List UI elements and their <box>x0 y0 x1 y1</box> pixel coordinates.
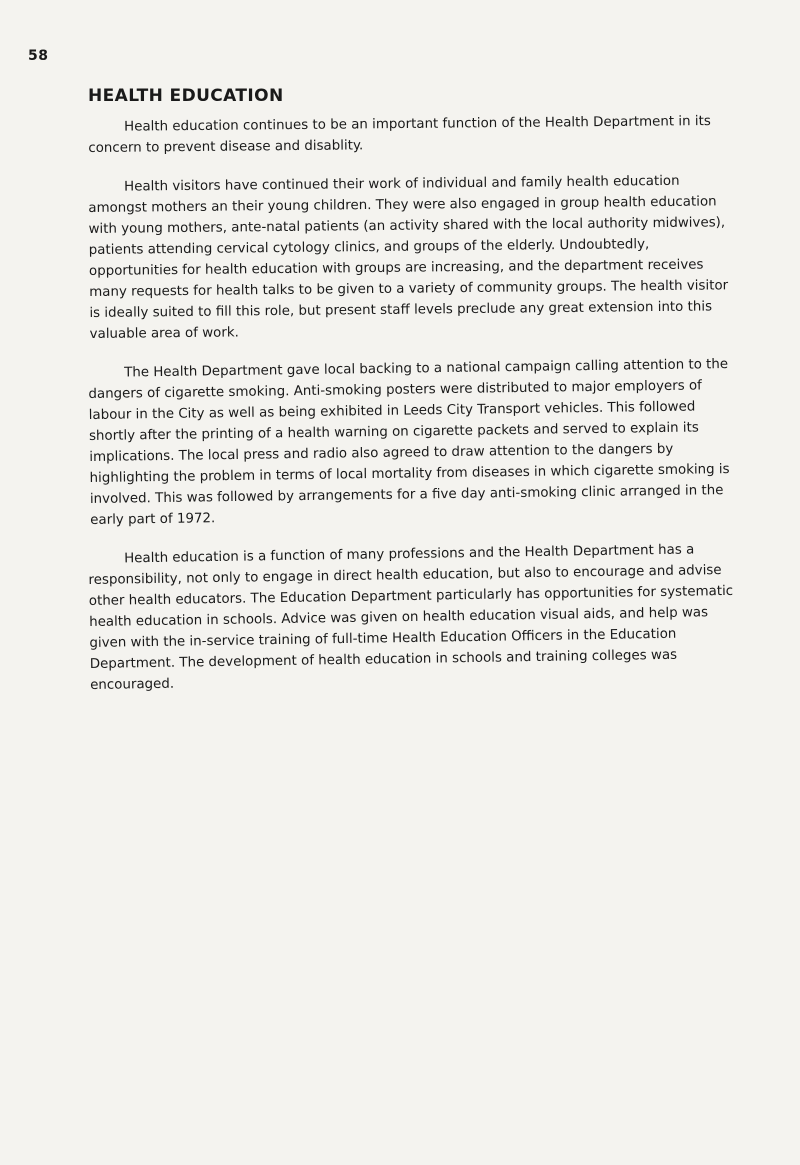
paragraph-professions: Health education is a function of many professions and the Health Department has a responsibility, not only to engage in direct health education, but also to encourage and advise other health educators. The Education Department particularly has opportunities for systematic health education in schools. Advice was given on health education visual aids, and help was given with the in-service training of full-time Health Education Officers in the Education Department. The development of health education in schools and training colleges was encouraged. <box>88 542 734 693</box>
paragraph-health-visitors: Health visitors have continued their work of individual and family health education amongst mothers an their young children. They were also engaged in group health education with young mothers, ante-natal patients (an activity shared with the local authority midwives), patients attending cervical cytology clinics, and groups of the elderly. Undoubtedly, opportunities for health education with groups are increasing, and the department receives many requests for health talks to be given to a variety of community groups. The health visitor is ideally suited to fill this role, but present staff levels preclude any great extension into this valuable area of work. <box>88 173 729 342</box>
section-heading: HEALTH EDUCATION <box>88 86 284 106</box>
body-text <box>88 114 734 714</box>
page-number: 58 <box>28 48 49 64</box>
paragraph-intro: Health education continues to be an important function of the Health Department in its concern to prevent disease and disablity. <box>88 114 711 156</box>
paragraph-anti-smoking: The Health Department gave local backing to a national campaign calling attention to the dangers of cigarette smoking. Anti-smoking posters were distributed to major employers of labour in the City as well as being exhibited in Leeds City Transport vehicles. This followed shortly after the printing of a health warning on cigarette packets and served to explain its implications. The local press and radio also agreed to draw attention to the dangers by highlighting the problem in terms of local mortality from diseases in which cigarette smoking is involved. This was followed by arrangements for a five day anti-smoking clinic arranged in the early part of 1972. <box>88 357 730 528</box>
